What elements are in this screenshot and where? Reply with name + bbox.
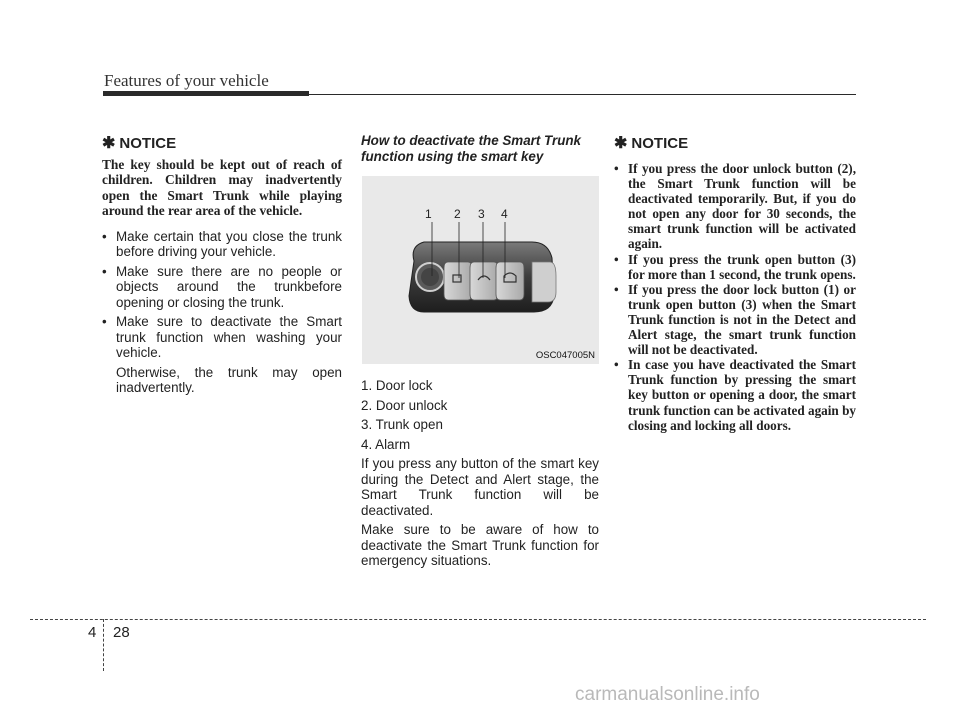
- after-bullets-text: Otherwise, the trunk may open inadvertently.: [116, 364, 342, 396]
- header-rule-thick: [103, 91, 309, 96]
- notice-bullet-list: [102, 229, 342, 361]
- footer-vertical-rule: [103, 619, 104, 671]
- callout-1: 1: [425, 207, 432, 221]
- notice-heading-text: NOTICE: [119, 134, 177, 152]
- paragraph-deactivation: If you press any button of the smart key during the Detect and Alert stage, the Smart Trunk function will be deactivated.: [361, 456, 599, 518]
- chapter-number: 4: [88, 624, 97, 641]
- notice-star-icon: ✱: [102, 135, 116, 152]
- list-item: 3. Trunk open: [361, 417, 443, 432]
- list-item: • If you press the door lock button (1) or trunk open button (3) when the Smart Trunk function is not in the Detect and Alert stage, the smart trunk function will not be deactivated.: [614, 282, 856, 357]
- page-header-title: Features of your vehicle: [104, 71, 269, 90]
- footer-dashed-rule: [30, 619, 926, 620]
- callout-3: 3: [478, 207, 485, 221]
- list-item: • In case you have deactivated the Smart Trunk function by pressing the smart key button or opening a door, the smart trunk function can be activated again by closing and locking all doors.: [614, 357, 856, 432]
- page-number: 28: [113, 624, 130, 641]
- list-item: 1. Door lock: [361, 378, 433, 393]
- list-item: 2. Door unlock: [361, 397, 448, 413]
- paragraph-awareness: Make sure to be aware of how to deactivate the Smart Trunk function for emergency situations.: [361, 522, 599, 568]
- column-middle: [361, 133, 599, 165]
- header-rule-thin: [309, 94, 856, 95]
- smart-key-illustration: [362, 176, 599, 364]
- notice-heading: [614, 133, 856, 153]
- column-right: [614, 133, 856, 433]
- list-item: • Make sure there are no people or objects around the trunkbefore opening or closing the trunk.: [102, 264, 342, 311]
- notice-heading-text: NOTICE: [631, 134, 689, 152]
- list-item: • If you press the trunk open button (3) for more than 1 second, the trunk opens.: [614, 252, 856, 282]
- figure-code: OSC047005N: [535, 350, 595, 361]
- watermark: carmanualsonline.info: [575, 684, 760, 705]
- notice-body: The key should be kept out of reach of children. Children may inadvertently open the Smart Trunk while playing around the rear area of the vehicle.: [102, 157, 342, 219]
- callout-4: 4: [501, 207, 508, 221]
- list-item: • Make sure to deactivate the Smart trunk function when washing your vehicle.: [102, 314, 342, 361]
- column-left: [102, 133, 342, 396]
- notice-star-icon: ✱: [614, 135, 628, 152]
- list-item: • If you press the door unlock button (2), the Smart Trunk function will be deactivated temporarily. But, if you do not open any door for 30 seconds, the smart trunk function will be activated again.: [614, 161, 856, 252]
- list-item: 4. Alarm: [361, 436, 411, 452]
- list-item: • Make certain that you close the trunk before driving your vehicle.: [102, 229, 342, 260]
- notice-heading: [102, 133, 342, 153]
- notice-bullet-list: [614, 161, 856, 433]
- smart-key-figure: [362, 176, 599, 364]
- section-heading: How to deactivate the Smart Trunk function using the smart key: [361, 133, 582, 164]
- column-middle-body: [361, 378, 599, 573]
- callout-2: 2: [454, 207, 461, 221]
